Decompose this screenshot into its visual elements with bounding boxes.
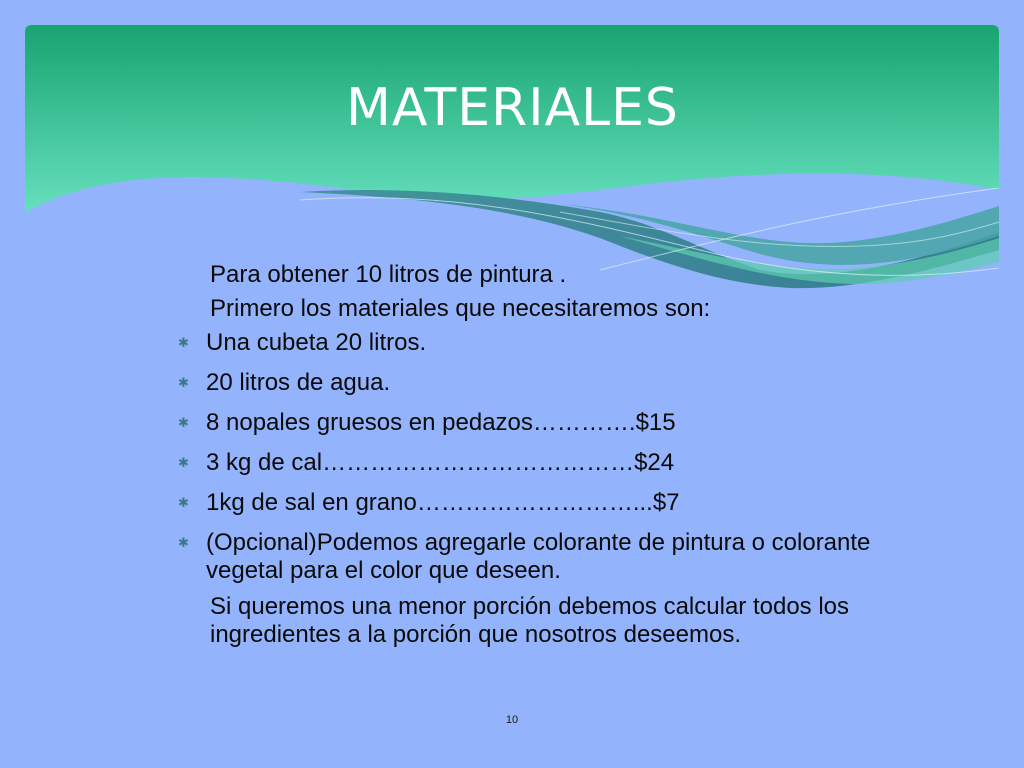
list-item-text: 8 nopales gruesos en pedazos………….$15: [206, 409, 676, 436]
page-number: 10: [505, 714, 519, 726]
list-item: [176, 366, 936, 406]
list-item-text: 1kg de sal en grano………………………...$7: [206, 489, 680, 516]
header-banner: [0, 0, 1024, 300]
asterisk-bullet-icon: ✱: [178, 495, 189, 510]
intro-line-1: Para obtener 10 litros de pintura .: [210, 261, 567, 288]
asterisk-bullet-icon: ✱: [178, 535, 189, 550]
asterisk-bullet-icon: ✱: [178, 455, 189, 470]
slide-content: [176, 258, 936, 649]
list-item: [176, 446, 936, 486]
asterisk-bullet-icon: ✱: [178, 375, 189, 390]
list-item-text: Una cubeta 20 litros.: [206, 329, 427, 356]
list-item-text: 3 kg de cal…………………………………$24: [206, 449, 675, 476]
slide-title: MATERIALES: [346, 78, 679, 138]
list-item-text: 20 litros de agua.: [206, 369, 391, 396]
asterisk-bullet-icon: ✱: [178, 415, 189, 430]
list-item: [176, 486, 936, 526]
closing-paragraph: Si queremos una menor porción debemos calcular todos los ingredientes a la porción que nosotros deseemos.: [210, 593, 850, 648]
intro-line-2: Primero los materiales que necesitaremos son:: [210, 295, 711, 322]
list-item: [176, 526, 936, 588]
list-item-text: (Opcional)Podemos agregarle colorante de pintura o colorante vegetal para el color que deseen.: [206, 529, 871, 584]
list-item: [176, 406, 936, 446]
asterisk-bullet-icon: ✱: [178, 335, 189, 350]
list-item: [176, 326, 936, 366]
